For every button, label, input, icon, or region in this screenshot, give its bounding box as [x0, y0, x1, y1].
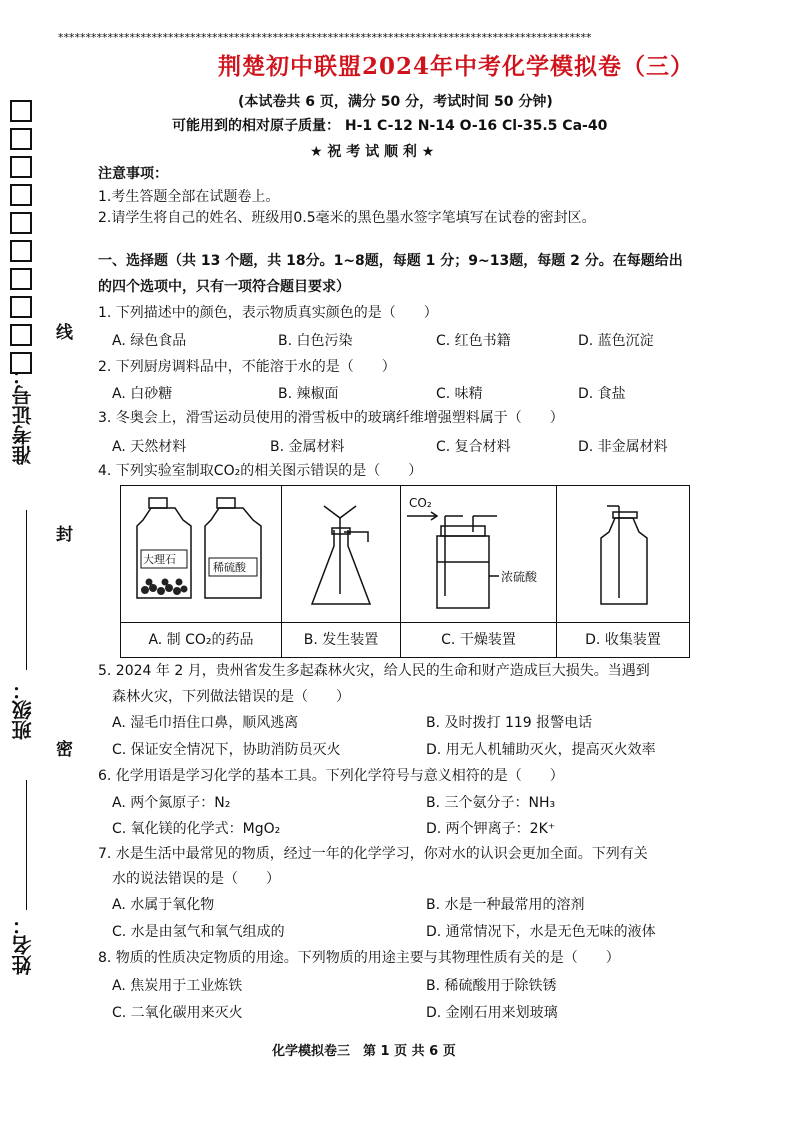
apparatus-figure: [120, 485, 690, 658]
figure-panel-b: [282, 486, 401, 623]
note-item: 2.请学生将自己的姓名、班级用0.5毫米的黑色墨水签字笔填写在试卷的密封区。: [98, 210, 596, 226]
seal-word-xian: 线: [56, 318, 72, 343]
class-label: 班级：: [11, 680, 35, 740]
class-field-line[interactable]: [26, 510, 27, 670]
page-footer: 化学模拟卷三 第 1 页 共 6 页: [272, 1044, 456, 1059]
question-stem-5-cont: 森林火灾，下列做法错误的是（ ）: [112, 689, 350, 705]
option-7b: B. 水是一种最常用的溶剂: [426, 897, 585, 913]
option-5d: D. 用无人机辅助灭火，提高灭火效率: [426, 742, 656, 758]
option-7c: C. 水是由氢气和氧气组成的: [112, 924, 285, 940]
question-stem-1: 1. 下列描述中的颜色，表示物质真实颜色的是（ ）: [98, 305, 438, 321]
option-8c: C. 二氧化碳用来灭火: [112, 1005, 243, 1021]
option-6b: B. 三个氨分子：NH₃: [426, 795, 556, 811]
co2-label: CO₂: [409, 496, 432, 510]
figure-panel-c: [401, 486, 557, 623]
option-2a: A. 白砂糖: [112, 386, 173, 402]
option-8b: B. 稀硫酸用于除铁锈: [426, 978, 557, 994]
option-1b: B. 白色污染: [278, 333, 353, 349]
option-7d: D. 通常情况下，水是无色无味的液体: [426, 924, 656, 940]
exam-info: (本试卷共 6 页，满分 50 分，考试时间 50 分钟): [238, 94, 553, 110]
option-3c: C. 复合材料: [436, 439, 511, 455]
option-8d: D. 金刚石用来划玻璃: [426, 1005, 558, 1021]
option-5c: C. 保证安全情况下，协助消防员灭火: [112, 742, 341, 758]
seal-word-mi: 密: [56, 735, 72, 760]
name-field-line[interactable]: [26, 780, 27, 910]
section-heading-cont: 的四个选项中，只有一项符合题目要求）: [98, 279, 350, 295]
exam-title: 荆楚初中联盟2024年中考化学模拟卷（三）: [218, 53, 695, 80]
blessing: ★ 祝 考 试 顺 利 ★: [310, 144, 435, 160]
option-5b: B. 及时拨打 119 报警电话: [426, 715, 593, 731]
option-2b: B. 辣椒面: [278, 386, 339, 402]
question-stem-7: 7. 水是生活中最常见的物质，经过一年的化学学习，你对水的认识会更加全面。下列有关: [98, 846, 648, 862]
figure-caption-c: C. 干燥装置: [401, 623, 557, 658]
question-stem-4: 4. 下列实验室制取CO₂的相关图示错误的是（ ）: [98, 463, 423, 479]
figure-panel-d: [557, 486, 690, 623]
option-6c: C. 氧化镁的化学式：MgO₂: [112, 821, 281, 837]
candidate-number-label: 准考证号：: [11, 365, 35, 465]
option-7a: A. 水属于氧化物: [112, 897, 215, 913]
option-1c: C. 红色书籍: [436, 333, 511, 349]
question-stem-7-cont: 水的说法错误的是（ ）: [112, 871, 280, 887]
question-stem-8: 8. 物质的性质决定物质的用途。下列物质的用途主要与其物理性质有关的是（ ）: [98, 950, 620, 966]
option-5a: A. 湿毛巾捂住口鼻，顺风逃离: [112, 715, 299, 731]
option-6a: A. 两个氮原子：N₂: [112, 795, 231, 811]
option-3a: A. 天然材料: [112, 439, 187, 455]
question-stem-3: 3. 冬奥会上，滑雪运动员使用的滑雪板中的玻璃纤维增强塑料属于（ ）: [98, 410, 564, 426]
option-8a: A. 焦炭用于工业炼铁: [112, 978, 243, 994]
erlenmeyer-flask-icon: [282, 486, 400, 618]
question-stem-5: 5. 2024 年 2 月，贵州省发生多起森林火灾，给人民的生命和财产造成巨大损失。当遇到: [98, 663, 650, 679]
option-6d: D. 两个钾离子：2K⁺: [426, 821, 556, 837]
figure-panel-a: [121, 486, 282, 623]
concentrated-acid-label: 浓硫酸: [501, 570, 538, 584]
figure-caption-b: B. 发生装置: [282, 623, 401, 658]
section-heading: 一、选择题（共 13 个题，共 18分。1~8题，每题 1 分；9~13题，每题 2 分。在每题给出: [98, 253, 683, 269]
option-1a: A. 绿色食品: [112, 333, 187, 349]
figure-caption-d: D. 收集装置: [557, 623, 690, 658]
option-1d: D. 蓝色沉淀: [578, 333, 654, 349]
option-2c: C. 味精: [436, 386, 483, 402]
candidate-number-boxes[interactable]: [10, 100, 32, 380]
bottle-label-acid: 稀硫酸: [213, 561, 246, 574]
atomic-masses: 可能用到的相对原子质量： H-1 C-12 N-14 O-16 Cl-35.5 Ca-40: [172, 118, 608, 134]
question-stem-2: 2. 下列厨房调料品中，不能溶于水的是（ ）: [98, 359, 396, 375]
name-label: 姓名：: [11, 915, 35, 975]
notes-heading: 注意事项：: [98, 166, 168, 182]
figure-caption-a: A. 制 CO₂的药品: [121, 623, 282, 658]
option-3d: D. 非金属材料: [578, 439, 668, 455]
option-2d: D. 食盐: [578, 386, 626, 402]
option-3b: B. 金属材料: [270, 439, 345, 455]
question-stem-6: 6. 化学用语是学习化学的基本工具。下列化学符号与意义相符的是（ ）: [98, 768, 564, 784]
bottle-label-marble: 大理石: [143, 553, 176, 566]
gas-collecting-bottle-icon: [557, 486, 689, 618]
seal-word-feng: 封: [56, 520, 72, 545]
note-item: 1.考生答题全部在试题卷上。: [98, 189, 280, 205]
seal-star-line: *************************************************************************************************: [58, 31, 592, 44]
